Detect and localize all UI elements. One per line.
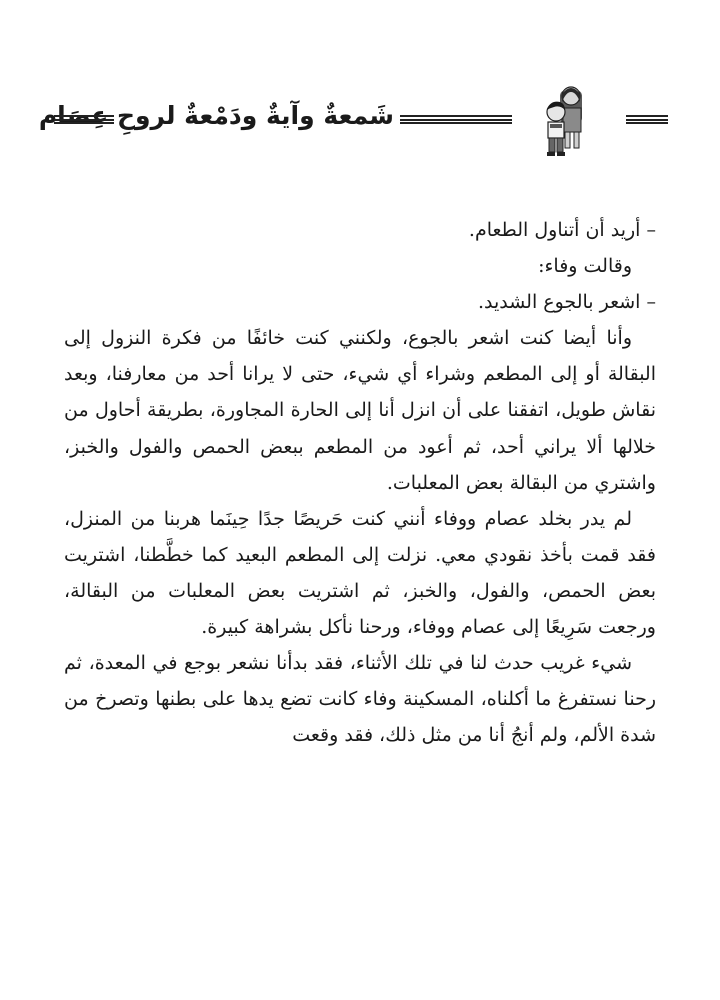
paragraph-6: شيء غريب حدث لنا في تلك الأثناء، فقد بدأنا نشعر بوجع في المعدة، ثم رحنا نستفرغ ما أكلناه، المسكينة وفاء كانت تضع يدها على بطنها وتصرخ من شدة الألم، ولم أنجُ أنا من مثل ذلك، فقد وقعت (64, 652, 656, 747)
paragraph-2: وقالت وفاء: (538, 255, 632, 278)
paragraph-3: – اشعر بالجوع الشديد. (477, 291, 656, 314)
paragraph-1: – أريد أن أتناول الطعام. (468, 219, 656, 241)
chapter-header (38, 82, 668, 160)
header-rule-right (626, 115, 668, 124)
chapter-title: شَمعةٌ وآيةٌ ودَمْعةٌ لروحِ عِصَام (38, 101, 394, 130)
boy-and-girl-illustration-icon (532, 82, 598, 160)
paragraph-5: لم يدر بخلد عصام ووفاء أنني كنت حَريصًا جدًا حِينَما هربنا من المنزل، فقد قمت بأخذ نقودي معي. نزلت إلى المطعم البعيد كما خطَّطنا، اشتريت بعض الحمص، والفول، والخبز، ثم اشتريت بعض المعلبات من البقالة، ورجعت سَرِيعًا إلى عصام ووفاء، ورحنا نأكل بشراهة كبيرة. (64, 507, 656, 639)
header-rule-middle (400, 115, 512, 124)
page-body (64, 212, 656, 753)
paragraph-4: وأنا أيضا كنت اشعر بالجوع، ولكنني كنت خائفًا من فكرة النزول إلى البقالة أو إلى المطعم وشراء أي شيء، حتى لا يرانا أحد من معارفنا، وبعد نقاش طويل، اتفقنا على أن انزل أنا إلى الحارة المجاورة، بطريقة أحاول من خلالها ألا يراني أحد، ثم أعود من المطعم ببعض الحمص والفول والخبز، واشتري من البقالة بعض المعلبات. (64, 327, 656, 494)
header-rule-left (54, 115, 114, 124)
